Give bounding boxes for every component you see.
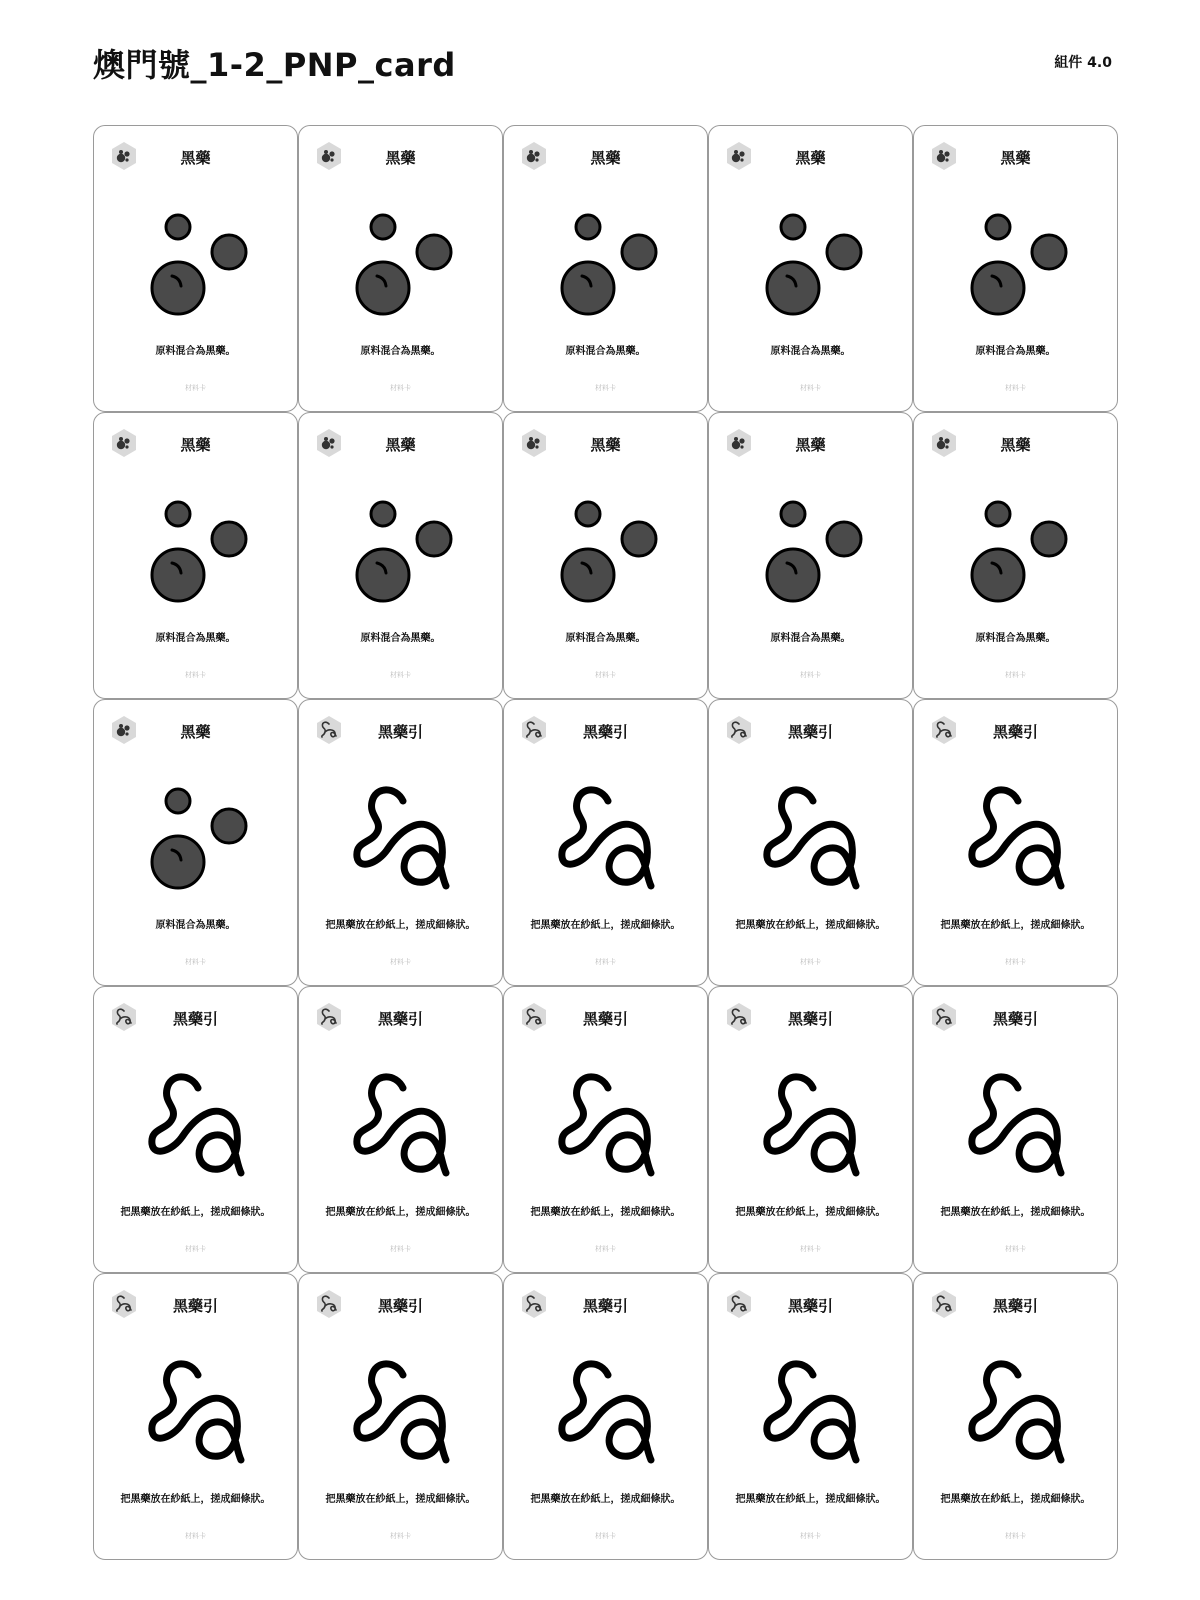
card-title: 黑藥 <box>795 149 826 167</box>
card-black-powder <box>913 125 1118 412</box>
card-title: 黑藥引 <box>992 1297 1038 1315</box>
card-title: 黑藥引 <box>787 1010 833 1028</box>
card-footer: 材料卡 <box>800 958 821 966</box>
card-description: 把黑藥放在紗紙上，搓成細條狀。 <box>735 920 886 931</box>
card-footer: 材料卡 <box>595 958 616 966</box>
card-description: 把黑藥放在紗紙上，搓成細條狀。 <box>325 920 476 931</box>
card-title: 黑藥 <box>385 149 416 167</box>
document-title: 燠門號_1-2_PNP_card <box>93 46 456 84</box>
card-black-powder <box>708 412 913 699</box>
fuse-illustration <box>956 780 1076 900</box>
fuse-illustration <box>341 1354 461 1474</box>
card-black-powder <box>93 125 298 412</box>
card-description: 原料混合為黑藥。 <box>155 920 236 931</box>
card-description: 原料混合為黑藥。 <box>975 346 1056 357</box>
card-title: 黑藥引 <box>787 723 833 741</box>
card-black-powder-fuse <box>913 699 1118 986</box>
card-title: 黑藥 <box>590 436 621 454</box>
card-title: 黑藥 <box>1000 436 1031 454</box>
card-black-powder <box>298 412 503 699</box>
card-footer: 材料卡 <box>800 1532 821 1540</box>
card-title: 黑藥引 <box>787 1297 833 1315</box>
fuse-illustration <box>546 1354 666 1474</box>
fuse-illustration <box>546 780 666 900</box>
fuse-illustration <box>546 1067 666 1187</box>
card-description: 原料混合為黑藥。 <box>975 633 1056 644</box>
card-footer: 材料卡 <box>800 384 821 392</box>
card-footer: 材料卡 <box>390 1532 411 1540</box>
card-title: 黑藥 <box>795 436 826 454</box>
card-description: 把黑藥放在紗紙上，搓成細條狀。 <box>530 1494 681 1505</box>
card-title: 黑藥 <box>590 149 621 167</box>
fuse-illustration <box>956 1067 1076 1187</box>
card-black-powder-fuse <box>913 986 1118 1273</box>
card-description: 把黑藥放在紗紙上，搓成細條狀。 <box>325 1207 476 1218</box>
card-black-powder-fuse <box>298 699 503 986</box>
card-grid <box>93 125 1118 1560</box>
card-title: 黑藥引 <box>992 1010 1038 1028</box>
card-black-powder-fuse <box>298 1273 503 1560</box>
black-powder-illustration <box>956 493 1076 613</box>
fuse-illustration <box>956 1354 1076 1474</box>
card-description: 原料混合為黑藥。 <box>770 346 851 357</box>
card-title: 黑藥引 <box>992 723 1038 741</box>
card-footer: 材料卡 <box>390 671 411 679</box>
fuse-illustration <box>136 1354 256 1474</box>
card-description: 把黑藥放在紗紙上，搓成細條狀。 <box>940 920 1091 931</box>
black-powder-illustration <box>546 493 666 613</box>
card-black-powder-fuse <box>298 986 503 1273</box>
card-footer: 材料卡 <box>185 1532 206 1540</box>
card-description: 原料混合為黑藥。 <box>360 346 441 357</box>
card-footer: 材料卡 <box>185 384 206 392</box>
card-footer: 材料卡 <box>1005 671 1026 679</box>
card-description: 把黑藥放在紗紙上，搓成細條狀。 <box>735 1207 886 1218</box>
card-title: 黑藥引 <box>582 723 628 741</box>
card-black-powder <box>708 125 913 412</box>
card-title: 黑藥引 <box>172 1010 218 1028</box>
card-footer: 材料卡 <box>595 1532 616 1540</box>
card-description: 把黑藥放在紗紙上，搓成細條狀。 <box>120 1207 271 1218</box>
card-black-powder <box>503 125 708 412</box>
card-description: 原料混合為黑藥。 <box>155 346 236 357</box>
card-black-powder-fuse <box>708 1273 913 1560</box>
card-black-powder-fuse <box>708 699 913 986</box>
document-version: 組件 4.0 <box>1054 55 1112 71</box>
black-powder-illustration <box>751 493 871 613</box>
card-title: 黑藥引 <box>377 723 423 741</box>
card-description: 原料混合為黑藥。 <box>770 633 851 644</box>
black-powder-illustration <box>751 206 871 326</box>
card-footer: 材料卡 <box>390 958 411 966</box>
card-black-powder-fuse <box>708 986 913 1273</box>
card-footer: 材料卡 <box>1005 1245 1026 1253</box>
card-black-powder <box>93 699 298 986</box>
card-title: 黑藥 <box>180 436 211 454</box>
black-powder-illustration <box>956 206 1076 326</box>
card-title: 黑藥引 <box>582 1010 628 1028</box>
card-footer: 材料卡 <box>185 958 206 966</box>
card-title: 黑藥引 <box>172 1297 218 1315</box>
fuse-illustration <box>341 1067 461 1187</box>
card-footer: 材料卡 <box>1005 384 1026 392</box>
card-footer: 材料卡 <box>595 384 616 392</box>
card-black-powder <box>503 412 708 699</box>
card-black-powder-fuse <box>503 986 708 1273</box>
card-footer: 材料卡 <box>390 384 411 392</box>
card-description: 把黑藥放在紗紙上，搓成細條狀。 <box>940 1494 1091 1505</box>
card-footer: 材料卡 <box>595 671 616 679</box>
black-powder-illustration <box>341 206 461 326</box>
black-powder-illustration <box>136 206 256 326</box>
card-description: 把黑藥放在紗紙上，搓成細條狀。 <box>120 1494 271 1505</box>
card-description: 把黑藥放在紗紙上，搓成細條狀。 <box>530 1207 681 1218</box>
card-black-powder-fuse <box>93 1273 298 1560</box>
card-black-powder-fuse <box>93 986 298 1273</box>
card-black-powder-fuse <box>913 1273 1118 1560</box>
black-powder-illustration <box>546 206 666 326</box>
card-title: 黑藥 <box>180 149 211 167</box>
card-black-powder <box>298 125 503 412</box>
card-footer: 材料卡 <box>800 1245 821 1253</box>
card-title: 黑藥引 <box>582 1297 628 1315</box>
card-black-powder-fuse <box>503 699 708 986</box>
fuse-illustration <box>341 780 461 900</box>
card-footer: 材料卡 <box>185 1245 206 1253</box>
fuse-illustration <box>136 1067 256 1187</box>
card-black-powder-fuse <box>503 1273 708 1560</box>
fuse-illustration <box>751 1354 871 1474</box>
card-title: 黑藥引 <box>377 1010 423 1028</box>
card-description: 原料混合為黑藥。 <box>155 633 236 644</box>
card-title: 黑藥 <box>1000 149 1031 167</box>
card-description: 原料混合為黑藥。 <box>565 633 646 644</box>
card-description: 原料混合為黑藥。 <box>565 346 646 357</box>
card-title: 黑藥 <box>180 723 211 741</box>
fuse-illustration <box>751 780 871 900</box>
card-description: 原料混合為黑藥。 <box>360 633 441 644</box>
card-footer: 材料卡 <box>390 1245 411 1253</box>
card-description: 把黑藥放在紗紙上，搓成細條狀。 <box>940 1207 1091 1218</box>
fuse-illustration <box>751 1067 871 1187</box>
card-description: 把黑藥放在紗紙上，搓成細條狀。 <box>735 1494 886 1505</box>
black-powder-illustration <box>341 493 461 613</box>
black-powder-illustration <box>136 780 256 900</box>
card-title: 黑藥引 <box>377 1297 423 1315</box>
card-description: 把黑藥放在紗紙上，搓成細條狀。 <box>530 920 681 931</box>
card-footer: 材料卡 <box>185 671 206 679</box>
card-description: 把黑藥放在紗紙上，搓成細條狀。 <box>325 1494 476 1505</box>
card-footer: 材料卡 <box>1005 1532 1026 1540</box>
card-black-powder <box>93 412 298 699</box>
card-title: 黑藥 <box>385 436 416 454</box>
black-powder-illustration <box>136 493 256 613</box>
card-black-powder <box>913 412 1118 699</box>
card-footer: 材料卡 <box>1005 958 1026 966</box>
card-footer: 材料卡 <box>595 1245 616 1253</box>
card-footer: 材料卡 <box>800 671 821 679</box>
